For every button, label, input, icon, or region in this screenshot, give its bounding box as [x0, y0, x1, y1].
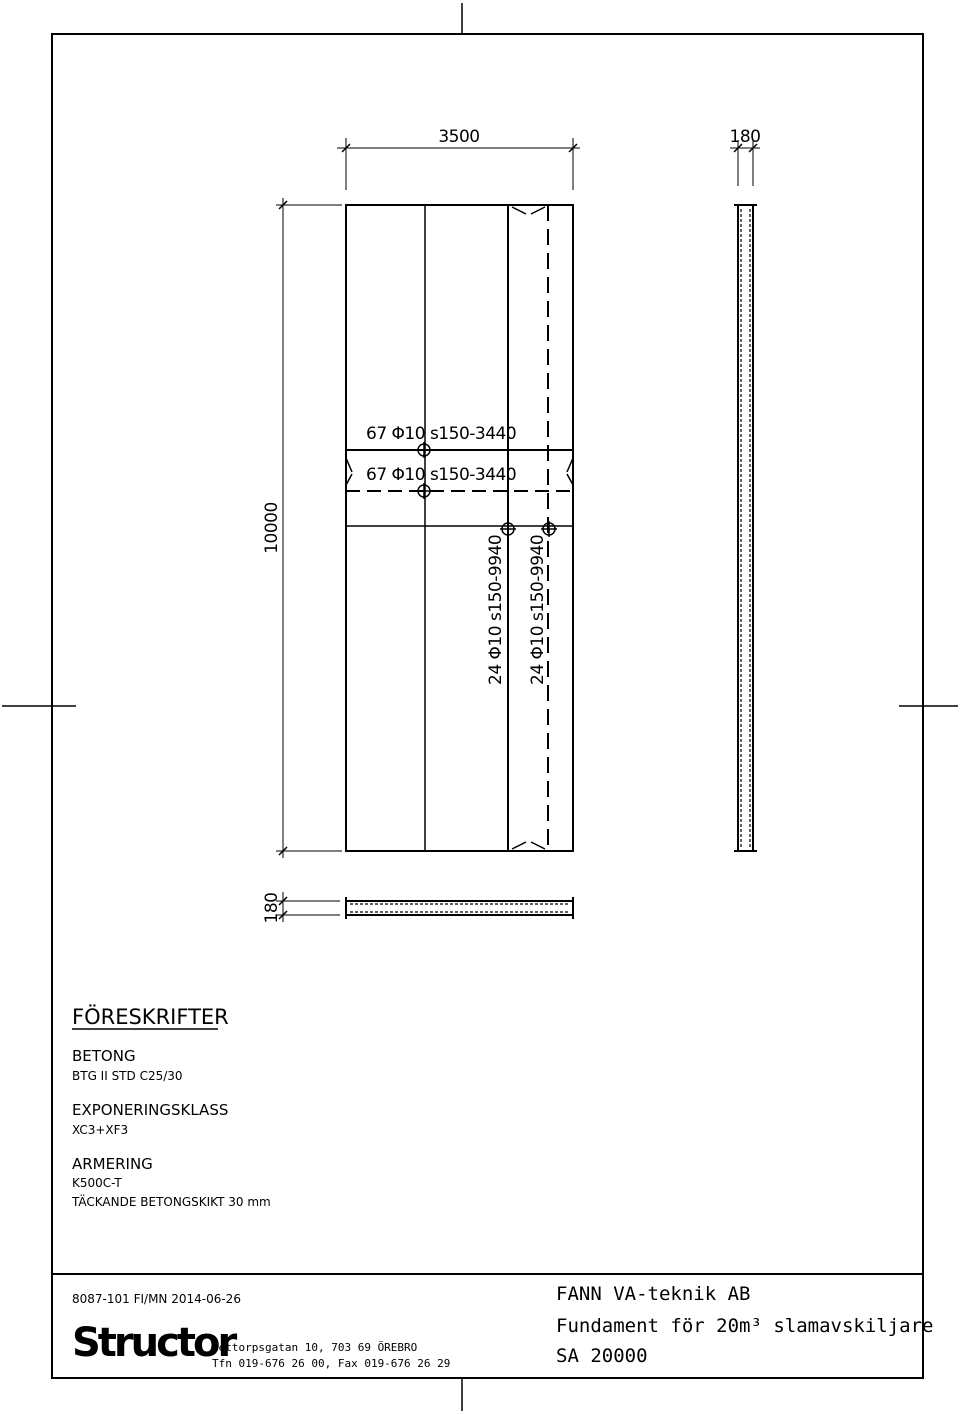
rebar-label-horizontal-1: 67 Φ10 s150-3440 — [366, 424, 517, 444]
spec-cover-value: TÄCKANDE BETONGSKIKT 30 mm — [72, 1195, 271, 1209]
specs-heading: FÖRESKRIFTER — [72, 1005, 229, 1029]
dimension-height-left — [276, 198, 342, 858]
dimension-height-label: 10000 — [262, 502, 282, 554]
drawing-reference: 8087-101 FI/MN 2014-06-26 — [72, 1292, 241, 1306]
structor-logo: Structor — [72, 1320, 235, 1366]
dimension-thickness-top-label: 180 — [729, 127, 761, 147]
section-view-vertical — [734, 205, 757, 851]
rebar-label-vertical-1: 24 Φ10 s150-9940 — [486, 534, 506, 685]
address-line-1: Bettorpsgatan 10, 703 69 ÖREBRO — [212, 1341, 418, 1354]
spec-exposure-title: EXPONERINGSKLASS — [72, 1101, 229, 1119]
dimension-width-label: 3500 — [438, 127, 480, 147]
spec-concrete-title: BETONG — [72, 1047, 136, 1065]
section-view-horizontal — [346, 897, 573, 919]
drawing-number: SA 20000 — [556, 1345, 648, 1367]
rebar-label-vertical-2: 24 Φ10 s150-9940 — [528, 534, 548, 685]
address-line-2: Tfn 019-676 26 00, Fax 019-676 26 29 — [212, 1357, 451, 1370]
spec-reinforcement-title: ARMERING — [72, 1155, 153, 1173]
spec-concrete-value: BTG II STD C25/30 — [72, 1069, 183, 1083]
rebar-label-horizontal-2: 67 Φ10 s150-3440 — [366, 465, 517, 485]
foundation-plan — [346, 205, 573, 851]
spec-reinforcement-value: K500C-T — [72, 1176, 122, 1190]
dimension-thickness-bottom-label: 180 — [262, 892, 282, 924]
dimension-thickness-bottom — [276, 892, 340, 922]
company-name: FANN VA-teknik AB — [556, 1283, 751, 1305]
spec-exposure-value: XC3+XF3 — [72, 1123, 129, 1137]
project-title: Fundament för 20m³ slamavskiljare — [556, 1315, 934, 1337]
